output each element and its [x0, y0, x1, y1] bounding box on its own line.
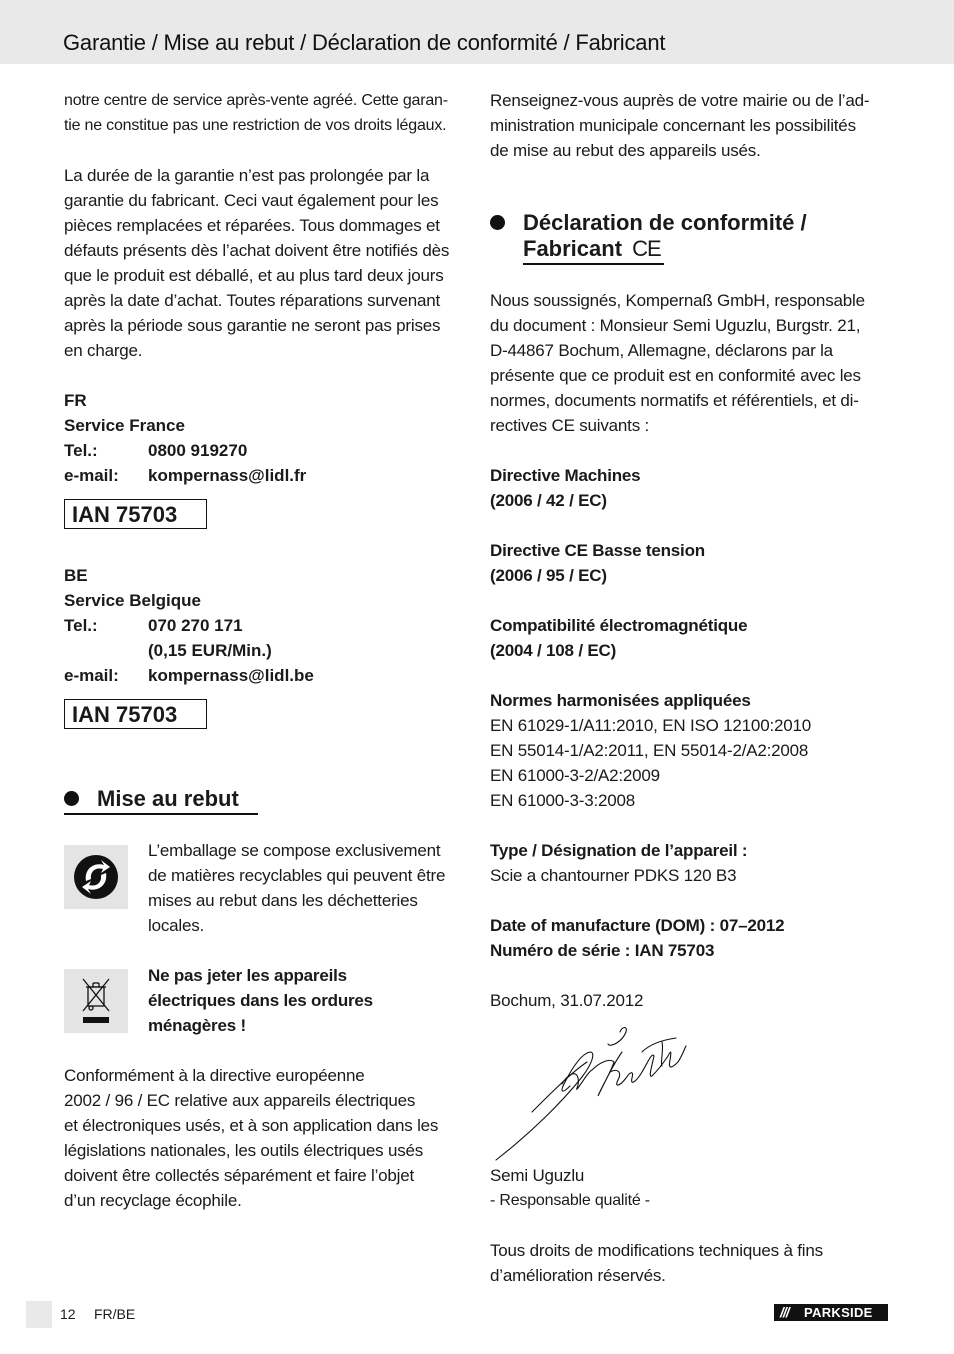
- directive-line: Conformément à la directive européenne: [64, 1066, 365, 1085]
- service-fr-email-row: [64, 463, 306, 488]
- heading-underline: [523, 263, 664, 265]
- service-be-tel-note: (0,15 EUR/Min.): [148, 641, 272, 660]
- signatory-name: Semi Uguzlu: [490, 1166, 585, 1185]
- ian-box-be: IAN 75703: [64, 699, 207, 729]
- packaging-line: locales.: [148, 916, 205, 935]
- service-fr-name: Service France: [64, 416, 185, 435]
- conformity-heading-text: Fabricant: [523, 236, 623, 261]
- warranty-paragraph-line: après la période sous garantie ne seront pas prises: [64, 316, 441, 335]
- service-be-tel-row: [64, 613, 243, 638]
- directive-line: doivent être collectés séparément et faire l’objet: [64, 1166, 415, 1185]
- intro-line: ministration municipale concernant les possibilités: [490, 116, 856, 135]
- conformity-heading-line2: [523, 236, 661, 262]
- warranty-text-line: notre centre de service après-vente agréé. Cette garan-: [64, 92, 448, 109]
- service-be-email-row: [64, 663, 314, 688]
- service-fr-email-label: e-mail:: [64, 466, 119, 485]
- conformity-body-line: présente que ce produit est en conformité avec les: [490, 366, 861, 385]
- warranty-text-line: tie ne constitue pas une restriction de vos droits légaux.: [64, 117, 447, 134]
- service-be-country: BE: [64, 566, 88, 585]
- standard-item: EN 61029-1/A11:2010, EN ISO 12100:2010: [490, 716, 811, 735]
- standard-item: EN 61000-3-3:2008: [490, 791, 635, 810]
- signatory-role: - Responsable qualité -: [490, 1192, 650, 1209]
- standards-title: Normes harmonisées appliquées: [490, 691, 751, 710]
- conformity-body-line: rectives CE suivants :: [490, 416, 650, 435]
- date-of-manufacture: Date of manufacture (DOM) : 07–2012: [490, 916, 785, 935]
- intro-line: Renseignez-vous auprès de votre mairie ou de l’ad-: [490, 91, 870, 110]
- directive-low-voltage-number: (2006 / 95 / EC): [490, 566, 607, 585]
- language-code: FR/BE: [94, 1306, 136, 1322]
- disposal-heading: Mise au rebut: [97, 786, 239, 811]
- warranty-paragraph-line: défauts présents dès l’achat doivent être notifiés dès: [64, 241, 450, 260]
- closing-line: d’amélioration réservés.: [490, 1266, 666, 1285]
- place-date: Bochum, 31.07.2012: [490, 991, 644, 1010]
- page-header: [0, 0, 954, 64]
- warranty-paragraph-line: pièces remplacées et réparées. Tous dommages et: [64, 216, 440, 235]
- service-be-tel-value: 070 270 171: [148, 616, 243, 635]
- closing-line: Tous droits de modifications techniques à fins: [490, 1241, 823, 1260]
- heading-underline: [64, 813, 258, 815]
- conformity-heading-line1: Déclaration de conformité /: [523, 210, 807, 235]
- directive-line: 2002 / 96 / EC relative aux appareils électriques: [64, 1091, 416, 1110]
- conformity-body-line: normes, documents normatifs et référentiels, et di-: [490, 391, 859, 410]
- standard-item: EN 61000-3-2/A2:2009: [490, 766, 660, 785]
- packaging-line: L’emballage se compose exclusivement: [148, 841, 441, 860]
- service-fr-tel-row: [64, 438, 247, 463]
- directive-line: législations nationales, les outils électriques usés: [64, 1141, 424, 1160]
- type-title: Type / Désignation de l’appareil :: [490, 841, 748, 860]
- service-fr-tel-value: 0800 919270: [148, 441, 248, 460]
- signature-image: [492, 1022, 692, 1164]
- warranty-paragraph-line: après la date d’achat. Toutes réparations survenant: [64, 291, 441, 310]
- ian-box-fr: IAN 75703: [64, 499, 207, 529]
- service-fr-country: FR: [64, 391, 87, 410]
- logo-slashes: ///: [780, 1304, 789, 1320]
- weee-warning-line: Ne pas jeter les appareils: [148, 966, 347, 985]
- warranty-paragraph-line: en charge.: [64, 341, 143, 360]
- warranty-paragraph-line: garantie du fabricant. Ceci vaut également pour les: [64, 191, 439, 210]
- warranty-paragraph-line: que le produit est déballé, et au plus tard deux jours: [64, 266, 444, 285]
- conformity-body-line: D-44867 Bochum, Allemagne, déclarons par la: [490, 341, 833, 360]
- serial-number: Numéro de série : IAN 75703: [490, 941, 715, 960]
- directive-emc-title: Compatibilité électromagnétique: [490, 616, 748, 635]
- parkside-logo: [774, 1304, 888, 1321]
- weee-warning-line: électriques dans les ordures: [148, 991, 373, 1010]
- directive-emc-number: (2004 / 108 / EC): [490, 641, 617, 660]
- page-title: Garantie / Mise au rebut / Déclaration de conformité / Fabricant: [63, 30, 666, 55]
- packaging-line: de matières recyclables qui peuvent être: [148, 866, 446, 885]
- service-be-tel-label: Tel.:: [64, 616, 98, 635]
- directive-machines-title: Directive Machines: [490, 466, 641, 485]
- service-be-name: Service Belgique: [64, 591, 202, 610]
- directive-machines-number: (2006 / 42 / EC): [490, 491, 607, 510]
- heading-bullet: [64, 791, 79, 806]
- conformity-body-line: Nous soussignés, Kompernaß GmbH, responsable: [490, 291, 865, 310]
- weee-bin-icon: [64, 969, 128, 1033]
- directive-line: d’un recyclage écophile.: [64, 1191, 242, 1210]
- page-number-tab: [26, 1301, 52, 1328]
- recycling-icon: [64, 845, 128, 909]
- service-be-email-value: kompernass@lidl.be: [148, 666, 314, 685]
- conformity-body-line: du document : Monsieur Semi Uguzlu, Burgstr. 21,: [490, 316, 861, 335]
- directive-line: et électroniques usés, et à son application dans les: [64, 1116, 439, 1135]
- logo-text: PARKSIDE: [804, 1305, 873, 1320]
- intro-line: de mise au rebut des appareils usés.: [490, 141, 761, 160]
- type-value: Scie a chantourner PDKS 120 B3: [490, 866, 737, 885]
- warranty-paragraph-line: La durée de la garantie n’est pas prolongée par la: [64, 166, 430, 185]
- standard-item: EN 55014-1/A2:2011, EN 55014-2/A2:2008: [490, 741, 809, 760]
- service-fr-tel-label: Tel.:: [64, 441, 98, 460]
- ce-mark-icon: CE: [632, 236, 661, 261]
- heading-bullet: [490, 215, 505, 230]
- service-be-email-label: e-mail:: [64, 666, 119, 685]
- weee-warning-line: ménagères !: [148, 1016, 246, 1035]
- packaging-line: mises au rebut dans les déchetteries: [148, 891, 418, 910]
- service-fr-email-value: kompernass@lidl.fr: [148, 466, 307, 485]
- directive-low-voltage-title: Directive CE Basse tension: [490, 541, 705, 560]
- page-number: 12: [60, 1306, 76, 1322]
